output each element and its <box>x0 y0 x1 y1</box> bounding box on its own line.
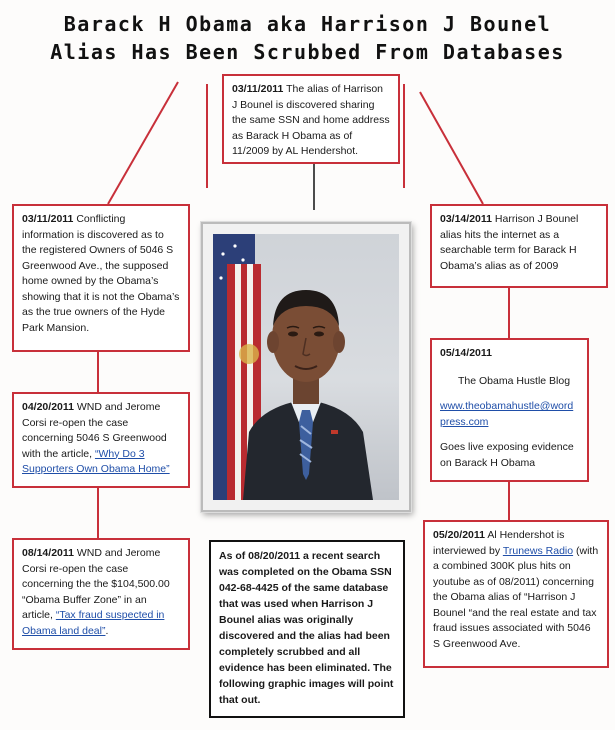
article-link-tax-fraud[interactable]: “Tax fraud suspected in Obama land deal” <box>22 609 165 637</box>
box-left-3-period: . <box>105 624 109 637</box>
trunews-radio-link[interactable]: Trunews Radio <box>502 544 574 557</box>
connector-top-right-diagonal <box>420 92 483 204</box>
box-left-3-date: 08/14/2011 <box>22 547 74 559</box>
title-line-1: Barack H Obama aka Harrison J Bounel <box>63 12 552 36</box>
portrait-image <box>213 234 399 500</box>
box-top-center <box>222 74 400 164</box>
blog-url-link[interactable]: www.theobamahustle@wordpress.com <box>440 400 574 428</box>
connector-top-left-diagonal <box>108 82 178 204</box>
box-right-2-text: Goes live exposing evidence on Barack H Obama <box>440 441 574 469</box>
portrait-photo <box>213 234 399 500</box>
box-right-3 <box>423 520 609 668</box>
box-left-1 <box>12 204 190 352</box>
box-left-2 <box>12 392 190 488</box>
box-right-2 <box>430 338 589 482</box>
box-left-2-date: 04/20/2011 <box>22 401 74 413</box>
box-center-bottom <box>209 540 405 718</box>
box-right-1 <box>430 204 608 288</box>
box-right-3-text-1: Al Hendershot is interviewed by <box>433 529 565 557</box>
box-right-2-date: 05/14/2011 <box>440 347 492 359</box>
box-left-2-text: WND and Jerome Corsi re-open the case concerning 5046 S Greenwood with the article, <box>22 401 167 460</box>
box-right-1-date: 03/14/2011 <box>440 213 492 225</box>
box-top-center-text: The alias of Harrison J Bounel is discovered sharing the same SSN and home address as Barack H Obama as of 11/2009 by AL Hendershot. <box>232 83 390 157</box>
portrait-frame <box>201 222 411 512</box>
box-left-1-text: Conflicting information is discovered as to the registered Owners of 5046 S Greenwood Ave., the supposed home owned by the Obama’s showing that it is not the Obama’s as the true owners of the Hyde Park Mansion. <box>22 213 180 334</box>
box-right-3-text-2: (with a combined 300K plus hits on youtube as of 08/2011) concerning the Obama alias of “Harrison J Bounel “and the real estate and tax fraud issues associated with 5046 S Greenwood Ave. <box>433 544 599 650</box>
article-link-why-do-3-supporters[interactable]: “Why Do 3 Supporters Own Obama Home” <box>22 447 170 475</box>
box-left-3 <box>12 538 190 650</box>
box-right-3-date: 05/20/2011 <box>433 529 485 541</box>
box-left-1-date: 03/11/2011 <box>22 213 74 225</box>
box-top-center-date: 03/11/2011 <box>232 83 284 95</box>
title-line-2: Alias Has Been Scrubbed From Databases <box>50 40 565 64</box>
blog-name: The Obama Hustle Blog <box>458 374 571 387</box>
box-right-1-text: Harrison J Bounel alias hits the internet as a searchable term for Barack H Obama’s alias as of 2009 <box>440 213 579 272</box>
box-center-bottom-text: As of 08/20/2011 a recent search was completed on the Obama SSN 042-68-4425 of the same database that was used when Harrison J Bounel alias was originally discovered and the alias had been completely scrubbed and all evidence has been eliminated. The following graphic images will point that out. <box>219 550 394 706</box>
box-left-3-text: WND and Jerome Corsi re-open the case concerning the the $104,500.00 “Obama Buffer Zone” in an article, <box>22 547 170 621</box>
